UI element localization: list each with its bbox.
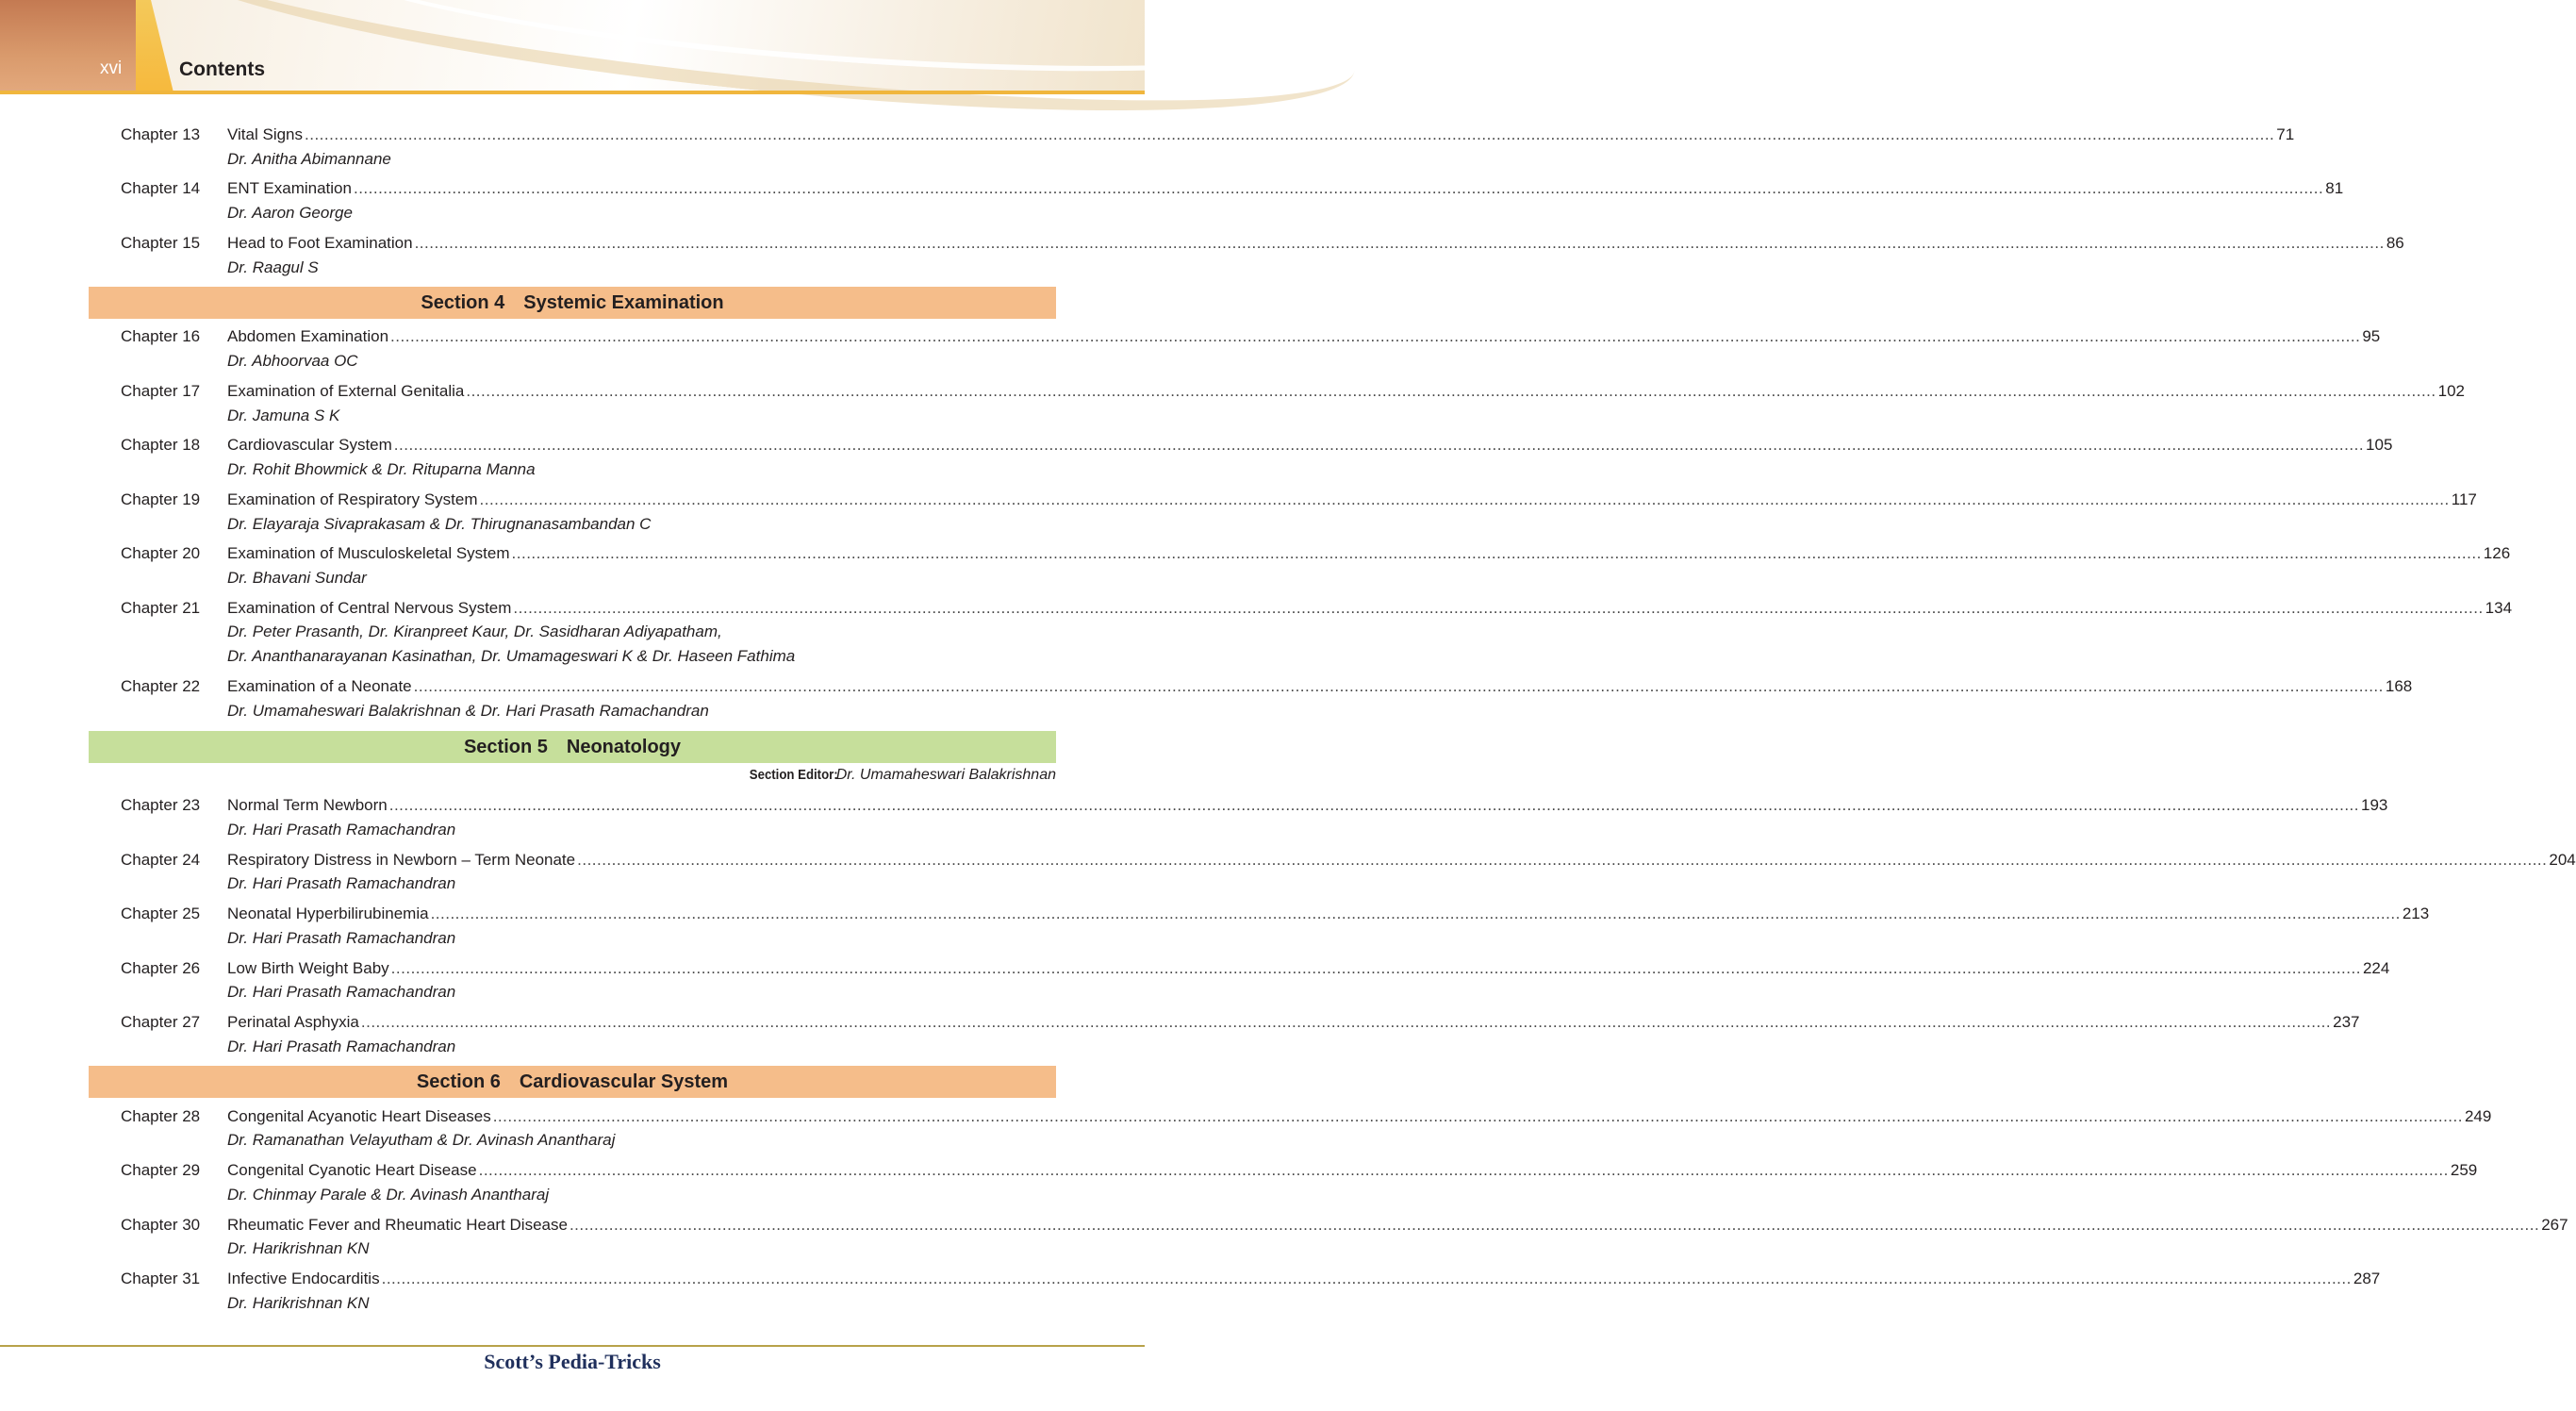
section-editor-name: Dr. Umamaheswari Balakrishnan <box>835 767 1056 783</box>
leader-dots: ................................................................................................................................................................................................................................................................................................................................................................................................................ <box>381 1270 2352 1287</box>
page-number: xvi <box>100 58 123 78</box>
chapter-author: Dr. Hari Prasath Ramachandran <box>227 874 456 892</box>
chapter-label: Chapter 20 <box>121 544 201 562</box>
chapter-label: Chapter 13 <box>121 125 201 143</box>
chapter-title[interactable]: Normal Term Newborn <box>227 796 388 814</box>
leader-dots: ................................................................................................................................................................................................................................................................................................................................................................................................................ <box>577 851 2548 869</box>
chapter-page[interactable]: 193 <box>2361 796 2388 814</box>
chapter-label: Chapter 18 <box>121 436 201 454</box>
chapter-title[interactable]: ENT Examination <box>227 179 352 197</box>
section-name: Systemic Examination <box>523 292 724 313</box>
chapter-label: Chapter 14 <box>121 179 201 197</box>
chapter-label: Chapter 21 <box>121 599 201 617</box>
chapter-author: Dr. Hari Prasath Ramachandran <box>227 821 456 838</box>
section-name: Cardiovascular System <box>519 1071 729 1092</box>
leader-dots: ................................................................................................................................................................................................................................................................................................................................................................................................................ <box>390 959 2361 977</box>
leader-dots: ................................................................................................................................................................................................................................................................................................................................................................................................................ <box>492 1107 2463 1125</box>
section-header-6 <box>89 1066 1056 1098</box>
chapter-label: Chapter 30 <box>121 1216 201 1234</box>
chapter-title[interactable]: Low Birth Weight Baby <box>227 959 389 977</box>
chapter-author: Dr. Elayaraja Sivaprakasam & Dr. Thirugnanasambandan C <box>227 515 652 533</box>
chapter-label: Chapter 27 <box>121 1013 201 1031</box>
chapter-title[interactable]: Abdomen Examination <box>227 327 389 345</box>
leader-dots: ................................................................................................................................................................................................................................................................................................................................................................................................................ <box>478 1161 2449 1179</box>
chapter-title[interactable]: Examination of Central Nervous System <box>227 599 512 617</box>
chapter-page[interactable]: 224 <box>2362 959 2390 977</box>
chapter-page[interactable]: 237 <box>2333 1013 2360 1031</box>
leader-dots: ................................................................................................................................................................................................................................................................................................................................................................................................................ <box>414 234 2385 252</box>
chapter-author: Dr. Rohit Bhowmick & Dr. Rituparna Manna <box>227 460 536 478</box>
chapter-title[interactable]: Head to Foot Examination <box>227 234 413 252</box>
chapter-label: Chapter 16 <box>121 327 201 345</box>
chapter-title[interactable]: Examination of External Genitalia <box>227 382 465 400</box>
chapter-label: Chapter 19 <box>121 490 201 508</box>
chapter-label: Chapter 23 <box>121 796 201 814</box>
chapter-title[interactable]: Congenital Cyanotic Heart Disease <box>227 1161 477 1179</box>
chapter-page[interactable]: 267 <box>2541 1216 2568 1234</box>
section-number: Section 4 <box>421 292 505 313</box>
chapter-page[interactable]: 259 <box>2450 1161 2478 1179</box>
leader-dots: ................................................................................................................................................................................................................................................................................................................................................................................................................ <box>305 125 2275 143</box>
chapter-label: Chapter 22 <box>121 677 201 695</box>
chapter-title[interactable]: Rheumatic Fever and Rheumatic Heart Disease <box>227 1216 568 1234</box>
chapter-title[interactable]: Congenital Acyanotic Heart Diseases <box>227 1107 491 1125</box>
leader-dots: ................................................................................................................................................................................................................................................................................................................................................................................................................ <box>511 544 2482 562</box>
chapter-title[interactable]: Respiratory Distress in Newborn – Term Neonate <box>227 851 576 869</box>
section-editor-label: Section Editor: <box>749 767 838 783</box>
chapter-label: Chapter 15 <box>121 234 201 252</box>
chapter-label: Chapter 31 <box>121 1270 201 1287</box>
chapter-page[interactable]: 126 <box>2483 544 2511 562</box>
chapter-page[interactable]: 95 <box>2362 327 2381 345</box>
chapter-author: Dr. Harikrishnan KN <box>227 1239 370 1257</box>
chapter-page[interactable]: 102 <box>2437 382 2465 400</box>
header-tab-accent <box>136 0 173 92</box>
page-header <box>0 0 1145 92</box>
chapter-label: Chapter 17 <box>121 382 201 400</box>
leader-dots: ................................................................................................................................................................................................................................................................................................................................................................................................................ <box>466 382 2436 400</box>
chapter-author: Dr. Chinmay Parale & Dr. Avinash Anantharaj <box>227 1186 550 1204</box>
chapter-author: Dr. Umamaheswari Balakrishnan & Dr. Hari Prasath Ramachandran <box>227 702 709 720</box>
leader-dots: ................................................................................................................................................................................................................................................................................................................................................................................................................ <box>413 677 2384 695</box>
chapter-author: Dr. Anitha Abimannane <box>227 150 391 168</box>
chapter-label: Chapter 29 <box>121 1161 201 1179</box>
chapter-title[interactable]: Perinatal Asphyxia <box>227 1013 359 1031</box>
chapter-author: Dr. Ananthanarayanan Kasinathan, Dr. Umamageswari K & Dr. Haseen Fathima <box>227 647 796 665</box>
chapter-author: Dr. Hari Prasath Ramachandran <box>227 929 456 947</box>
chapter-label: Chapter 26 <box>121 959 201 977</box>
chapter-page[interactable]: 287 <box>2353 1270 2381 1287</box>
chapter-title[interactable]: Cardiovascular System <box>227 436 392 454</box>
section-number: Section 5 <box>463 737 548 757</box>
footer-rule <box>0 1345 1145 1347</box>
leader-dots: ................................................................................................................................................................................................................................................................................................................................................................................................................ <box>388 796 2359 814</box>
chapter-title[interactable]: Vital Signs <box>227 125 304 143</box>
leader-dots: ................................................................................................................................................................................................................................................................................................................................................................................................................ <box>430 905 2401 922</box>
chapter-label: Chapter 25 <box>121 905 201 922</box>
leader-dots: ................................................................................................................................................................................................................................................................................................................................................................................................................ <box>360 1013 2332 1031</box>
chapter-page[interactable]: 134 <box>2485 599 2513 617</box>
chapter-author: Dr. Jamuna S K <box>227 407 340 424</box>
leader-dots: ................................................................................................................................................................................................................................................................................................................................................................................................................ <box>353 179 2324 197</box>
book-title: Scott’s Pedia-Tricks <box>484 1350 661 1373</box>
chapter-page[interactable]: 105 <box>2366 436 2393 454</box>
chapter-title[interactable]: Examination of Musculoskeletal System <box>227 544 510 562</box>
chapter-title[interactable]: Neonatal Hyperbilirubinemia <box>227 905 429 922</box>
leader-dots: ................................................................................................................................................................................................................................................................................................................................................................................................................ <box>569 1216 2540 1234</box>
chapter-author: Dr. Ramanathan Velayutham & Dr. Avinash Anantharaj <box>227 1131 616 1149</box>
chapter-title[interactable]: Examination of Respiratory System <box>227 490 478 508</box>
section-editor <box>737 766 1056 785</box>
chapter-title[interactable]: Examination of a Neonate <box>227 677 412 695</box>
chapter-page[interactable]: 71 <box>2276 125 2295 143</box>
chapter-author: Dr. Abhoorvaa OC <box>227 352 358 370</box>
chapter-title[interactable]: Infective Endocarditis <box>227 1270 380 1287</box>
chapter-page[interactable]: 168 <box>2385 677 2413 695</box>
section-header-5 <box>89 731 1056 763</box>
section-header-4 <box>89 287 1056 319</box>
chapter-author: Dr. Harikrishnan KN <box>227 1294 370 1312</box>
chapter-author: Dr. Peter Prasanth, Dr. Kiranpreet Kaur, Dr. Sasidharan Adiyapatham, <box>227 622 722 640</box>
chapter-author: Dr. Hari Prasath Ramachandran <box>227 1038 456 1055</box>
chapter-label: Chapter 28 <box>121 1107 201 1125</box>
chapter-page[interactable]: 249 <box>2464 1107 2492 1125</box>
chapter-page[interactable]: 204 <box>2549 851 2576 869</box>
chapter-label: Chapter 24 <box>121 851 201 869</box>
page-title: Contents <box>179 58 265 80</box>
chapter-page[interactable]: 86 <box>2386 234 2404 252</box>
chapter-page[interactable]: 117 <box>2451 490 2477 508</box>
chapter-author: Dr. Bhavani Sundar <box>227 569 367 587</box>
section-number: Section 6 <box>416 1071 501 1092</box>
chapter-author: Dr. Hari Prasath Ramachandran <box>227 983 456 1001</box>
chapter-page[interactable]: 81 <box>2325 179 2344 197</box>
leader-dots: ................................................................................................................................................................................................................................................................................................................................................................................................................ <box>479 490 2450 508</box>
chapter-author: Dr. Raagul S <box>227 258 319 276</box>
header-rule <box>0 91 1145 94</box>
section-name: Neonatology <box>566 737 682 757</box>
leader-dots: ................................................................................................................................................................................................................................................................................................................................................................................................................ <box>513 599 2484 617</box>
chapter-page[interactable]: 213 <box>2402 905 2430 922</box>
leader-dots: ................................................................................................................................................................................................................................................................................................................................................................................................................ <box>393 436 2365 454</box>
chapter-author: Dr. Aaron George <box>227 204 353 222</box>
leader-dots: ................................................................................................................................................................................................................................................................................................................................................................................................................ <box>390 327 2361 345</box>
